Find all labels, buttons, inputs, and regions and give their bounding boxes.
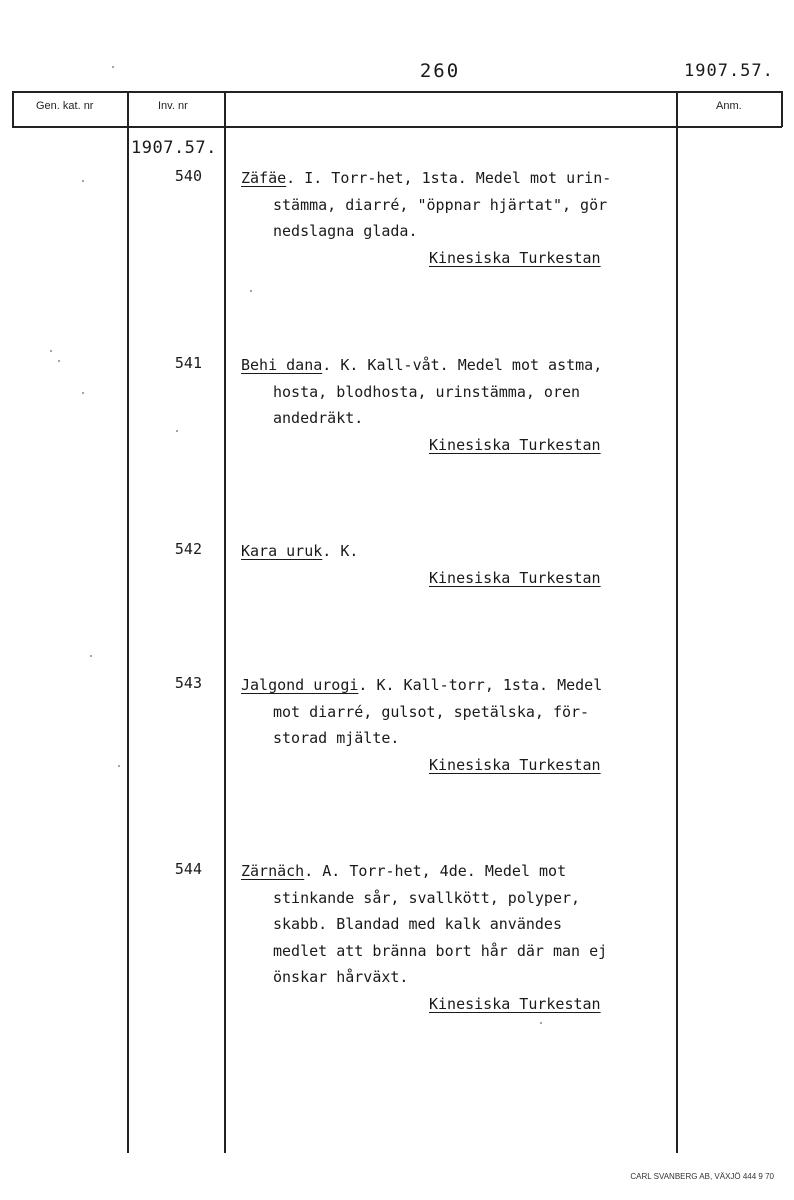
entry-line-2: hosta, blodhosta, urinstämma, oren (273, 382, 581, 401)
item-name: Behi dana (241, 356, 323, 374)
scan-speck (176, 430, 178, 432)
entry-line-3: skabb. Blandad med kalk användes (273, 915, 562, 933)
inventory-number: 543 (174, 674, 202, 692)
left-border (12, 91, 14, 127)
region-label: Kinesiska Turkestan (429, 568, 601, 587)
region-label: Kinesiska Turkestan (429, 755, 601, 774)
scan-speck (58, 360, 60, 362)
column-header-gen-kat-nr: Gen. kat. nr (36, 100, 94, 112)
scan-speck (112, 66, 114, 68)
right-border (781, 91, 783, 127)
page-number: 260 (419, 60, 461, 82)
entry-line-2: stinkande sår, svallkött, polyper, (273, 888, 581, 907)
entry-description (241, 165, 681, 271)
entry-line-1: . A. Torr-het, 4de. Medel mot (304, 862, 567, 880)
entry-line-3: andedräkt. (273, 409, 364, 427)
item-name: Kara uruk (241, 542, 323, 560)
scan-speck (50, 350, 52, 352)
entry-line-2: mot diarré, gulsot, spetälska, för- (273, 702, 590, 721)
scan-speck (82, 180, 84, 182)
scan-speck (250, 290, 252, 292)
inventory-number: 540 (174, 167, 202, 185)
inventory-number: 542 (174, 540, 202, 558)
scan-speck (90, 655, 92, 657)
entry-description (241, 352, 681, 458)
item-name: Zärnäch (241, 862, 305, 880)
region-label: Kinesiska Turkestan (429, 994, 601, 1013)
entry-description (241, 538, 681, 591)
entry-description (241, 672, 681, 778)
entry-line-1: . K. Kall-våt. Medel mot astma, (322, 356, 603, 374)
header-catalog-number: 1907.57. (684, 61, 774, 81)
region-label: Kinesiska Turkestan (429, 248, 601, 267)
entry-line-2: stämma, diarré, "öppnar hjärtat", gör (273, 195, 608, 214)
region-label: Kinesiska Turkestan (429, 435, 601, 454)
column-divider-2 (224, 91, 226, 1153)
entry-line-3: storad mjälte. (273, 729, 400, 747)
item-name: Jalgond urogi (241, 676, 359, 694)
column-divider-1 (127, 91, 129, 1153)
entry-line-3: nedslagna glada. (273, 222, 418, 240)
printer-mark: CARL SVANBERG AB, VÄXJÖ 444 9 70 (630, 1172, 774, 1181)
scan-speck (118, 765, 120, 767)
entry-line-5: önskar hårväxt. (273, 968, 409, 986)
inventory-number: 544 (174, 860, 202, 878)
entry-line-1: . K. (322, 542, 359, 560)
entry-line-4: medlet att bränna bort hår där man ej (273, 941, 608, 960)
entry-description (241, 858, 681, 1017)
entry-line-1: . K. Kall-torr, 1sta. Medel (358, 676, 603, 694)
column-header-anm: Anm. (716, 100, 742, 112)
item-name: Zäfäe (241, 169, 287, 187)
scan-speck (82, 392, 84, 394)
inventory-number: 541 (174, 354, 202, 372)
entry-line-1: . I. Torr-het, 1sta. Medel mot urin- (286, 169, 612, 187)
column-header-inv-nr: Inv. nr (158, 100, 188, 112)
scan-speck (540, 1022, 542, 1024)
inventory-year-label: 1907.57. (131, 138, 217, 158)
